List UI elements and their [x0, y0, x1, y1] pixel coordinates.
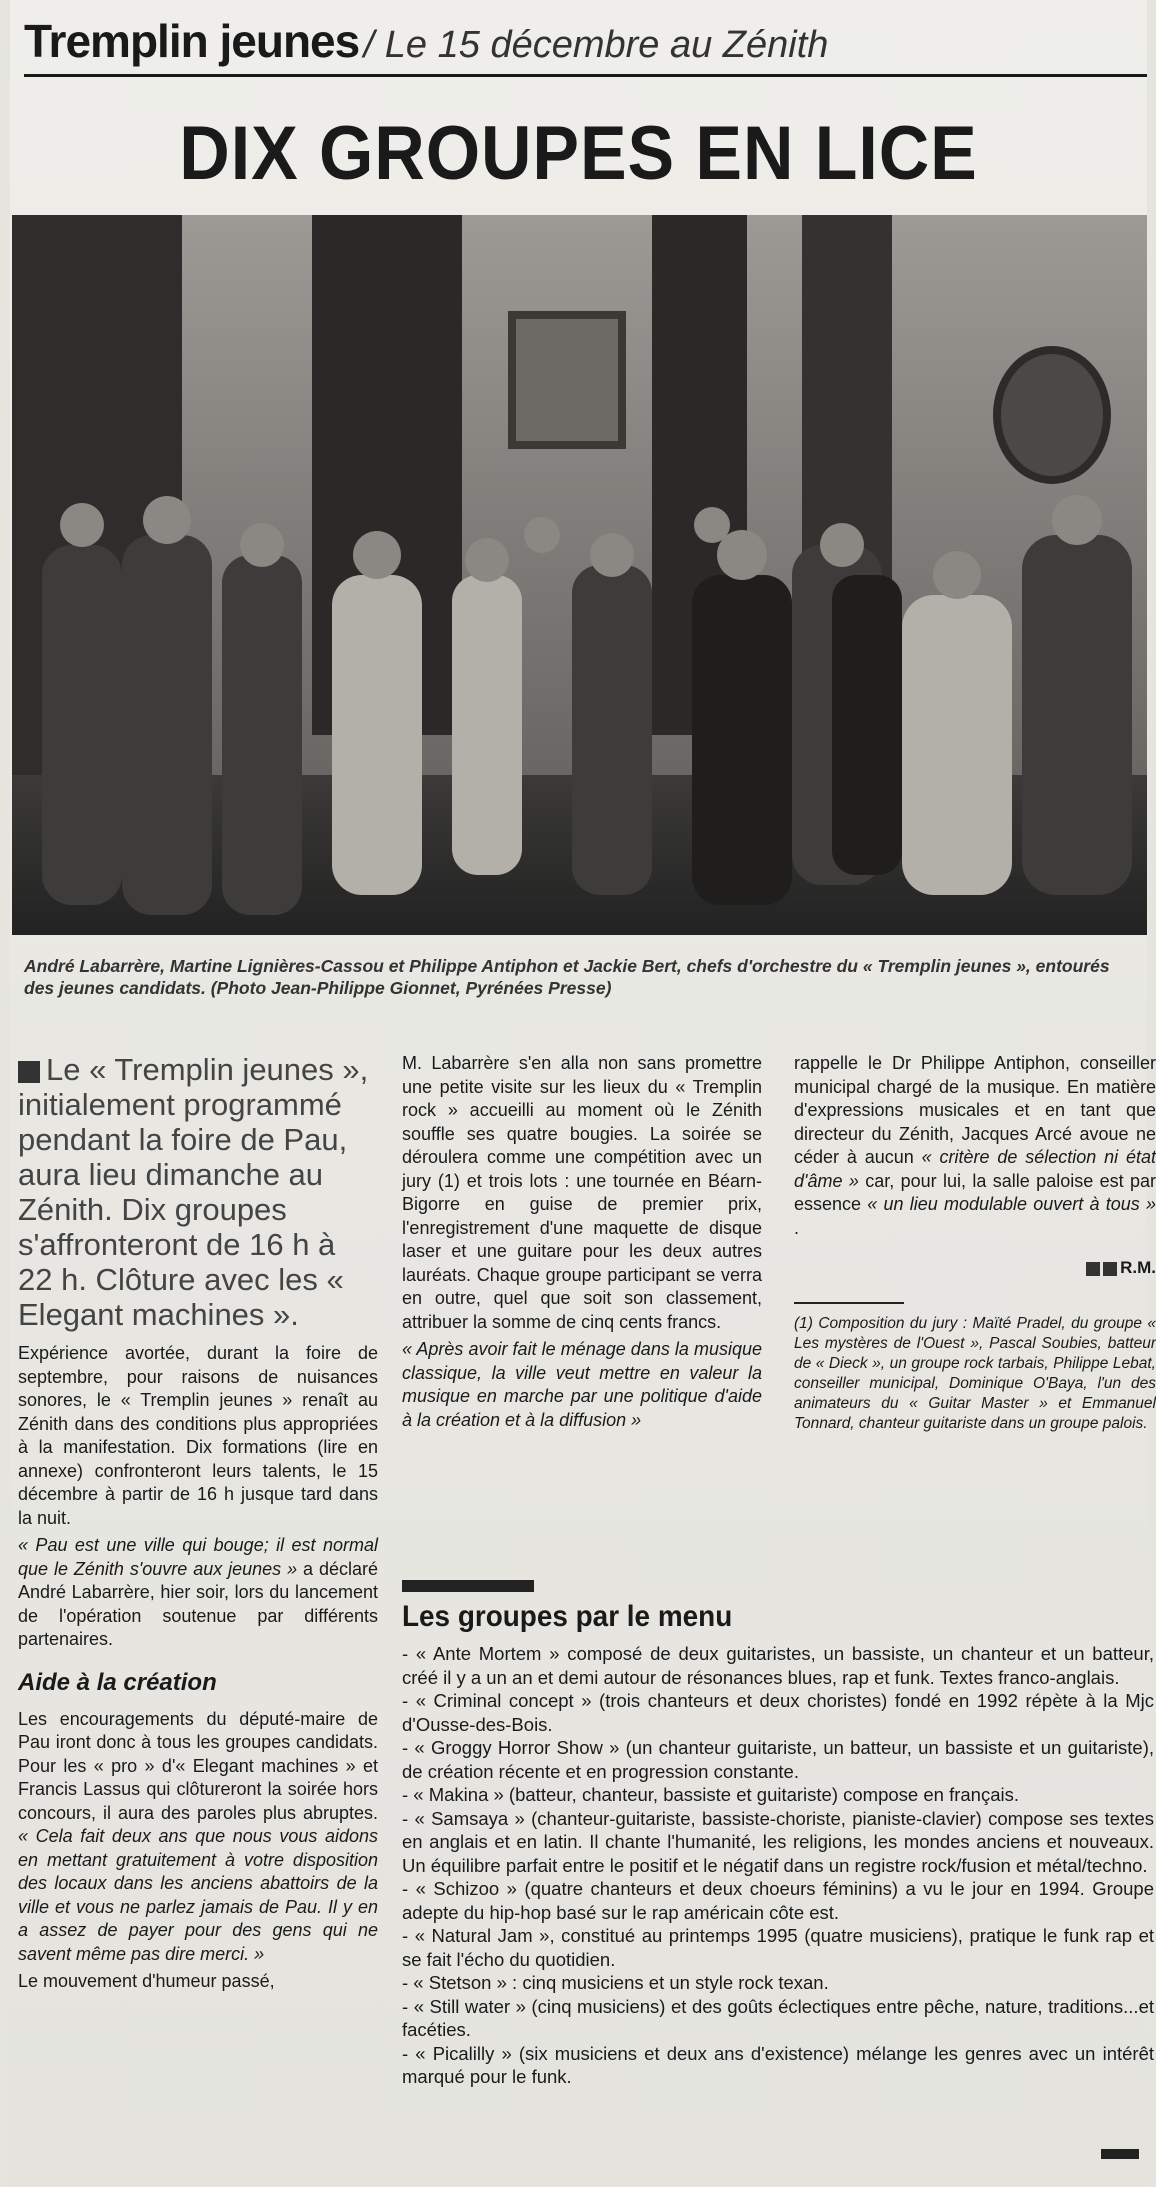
- footnote-divider: [794, 1302, 904, 1304]
- list-item: - « Makina » (batteur, chanteur, bassiste et guitariste) compose en français.: [402, 1784, 1019, 1805]
- menu-rule: [402, 1580, 534, 1592]
- quote: « Cela fait deux ans que nous vous aidons en mettant gratuitement à votre disposition des locaux dans les anciens abattoirs de la ville et vous ne parlez jamais de Pau. Il y en a assez de payer pour des gens qui ne savent même pas dire merci. »: [18, 1826, 378, 1964]
- kicker: [24, 14, 1147, 77]
- column-1: [18, 1052, 378, 1998]
- list-item: - « Stetson » : cinq musiciens et un style rock texan.: [402, 1972, 829, 1993]
- paragraph: [18, 1534, 378, 1652]
- paragraph: Le mouvement d'humeur passé,: [18, 1971, 275, 1991]
- paragraph-text: rappelle le Dr Philippe Antiphon, conseiller municipal chargé de la musique. En matière d'expressions musicales et en tant que directeur du Zénith, Jacques Arcé avoue ne céder à aucun: [794, 1053, 1156, 1167]
- paragraph: [18, 1708, 378, 1967]
- footnote: (1) Composition du jury : Maïté Pradel, du groupe « Les mystères de l'Ouest », Pascal Soubies, batteur de « Dieck », un groupe rock tarbais, Philippe Lebat, conseiller municipal, Dominique O'Baya, l'un des animateurs du « Guitar Master » et Emmanuel Tonnard, chanteur guitariste dans un groupe palois.: [794, 1314, 1156, 1432]
- list-item: - « Still water » (cinq musiciens) et des goûts éclectiques entre pêche, nature, traditions...et facéties.: [402, 1995, 1154, 2040]
- list-item: - « Groggy Horror Show » (un chanteur guitariste, un batteur, un bassiste et un guitariste), de création récente et en progression constante.: [402, 1737, 1154, 1782]
- end-mark: [1101, 2149, 1139, 2159]
- bullet-square-icon: [1086, 1262, 1100, 1276]
- list-item: - « Picalilly » (six musiciens et deux ans d'existence) mélange les genres avec un intérêt marqué pour le funk.: [402, 2042, 1154, 2087]
- newspaper-page: [10, 0, 1156, 2187]
- lead-paragraph: [18, 1052, 378, 1332]
- group-photo: [12, 215, 1147, 935]
- quote: « critère de sélection ni état d'âme »: [794, 1147, 1156, 1191]
- subheading: Aide à la création: [18, 1668, 217, 1696]
- photo-illustration: [12, 215, 1147, 935]
- paragraph: Expérience avortée, durant la foire de septembre, pour raisons de nuisances sonores, le « Tremplin jeunes » renaît au Zénith dans des conditions plus appropriées à la manifestation. Dix formations (lire en annexe) confronteront leurs talents, le 15 décembre à partir de 16 h jusque tard dans la nuit.: [18, 1343, 378, 1528]
- paragraph-text: car, pour lui, la salle paloise est par essence: [794, 1170, 1156, 1214]
- menu-title: Les groupes par le menu: [402, 1600, 733, 1633]
- menu-box: [402, 1580, 1154, 2089]
- paragraph: M. Labarrère s'en alla non sans promettre une petite visite sur les lieux du « Tremplin rock » accueilli au moment où le Zénith souffle ses quatre bougies. La soirée se déroulera comme une compétition avec un jury (1) et trois lots : une tournée en Béarn-Bigorre en guise de premier prix, l'enregistrement d'une maquette de disque laser et une guitare pour les deux autres lauréats. Chaque groupe participant se verra en outre, quel que soit son classement, attribuer la somme de cinq cents francs.: [402, 1053, 762, 1332]
- photo-caption: André Labarrère, Martine Lignières-Cassou et Philippe Antiphon et Jackie Bert, chefs d'orchestre du « Tremplin jeunes », entourés des jeunes candidats. (Photo Jean-Philippe Gionnet, Pyrénées Presse): [24, 956, 1110, 998]
- signature-text: R.M.: [1120, 1258, 1156, 1277]
- paragraph-text: Les encouragements du député-maire de Pau iront donc à tous les groupes candidats. Pour les « pro » d'« Elegant machines » et Francis Lassus qui clôtureront la soirée hors concours, il aura des paroles plus abruptes.: [18, 1708, 378, 1823]
- kicker-sub: / Le 15 décembre au Zénith: [363, 24, 829, 66]
- quote: « Pau est une ville qui bouge; il est normal que le Zénith s'ouvre aux jeunes »: [18, 1535, 378, 1579]
- lead-text: Le « Tremplin jeunes », initialement programmé pendant la foire de Pau, aura lieu dimanche au Zénith. Dix groupes s'affronteront de 16 h à 22 h. Clôture avec les « Elegant machines ».: [18, 1052, 369, 1332]
- list-item: - « Samsaya » (chanteur-guitariste, bassiste-choriste, pianiste-clavier) compose ses textes en anglais et en latin. Il chante l'humanité, les religions, les mondes anciens et nouveaux. Un équilibre parfait entre le positif et le négatif dans un registre rock/fusion et métal/techno.: [402, 1807, 1154, 1876]
- headline: DIX GROUPES EN LICE: [179, 111, 978, 196]
- list-item: - « Criminal concept » (trois chanteurs et deux choristes) fondé en 1992 répète à la Mjc d'Ousse-des-Bois.: [402, 1690, 1154, 1735]
- quote: « Après avoir fait le ménage dans la musique classique, la ville veut mettre en valeur la musique en marche par une politique d'aide à la création et à la diffusion »: [402, 1339, 762, 1430]
- quote: « un lieu modulable ouvert à tous »: [867, 1194, 1156, 1214]
- paragraph-text: a déclaré André Labarrère, hier soir, lors du lancement de l'opération soutenue par différents partenaires.: [18, 1558, 378, 1649]
- paragraph: [794, 1052, 1156, 1240]
- bullet-square-icon: [18, 1061, 40, 1083]
- list-item: - « Natural Jam », constitué au printemps 1995 (quatre musiciens), pratique le funk rap et se fait l'écho du quotidien.: [402, 1925, 1154, 1970]
- bullet-square-icon: [1103, 1262, 1117, 1276]
- signature: [794, 1256, 1156, 1280]
- column-2: [402, 1052, 762, 1436]
- list-item: - « Ante Mortem » composé de deux guitaristes, un bassiste, un chanteur et un batteur, créé il y a un an et demi autour de résonances blues, rap et funk. Textes franco-anglais.: [402, 1643, 1154, 1688]
- list-item: - « Schizoo » (quatre chanteurs et deux choeurs féminins) a vu le jour en 1994. Groupe adepte du hip-hop basé sur le rap américain côte est.: [402, 1878, 1154, 1923]
- column-3: [794, 1052, 1156, 1434]
- paragraph-text: .: [794, 1217, 800, 1238]
- kicker-main: Tremplin jeunes: [24, 15, 360, 67]
